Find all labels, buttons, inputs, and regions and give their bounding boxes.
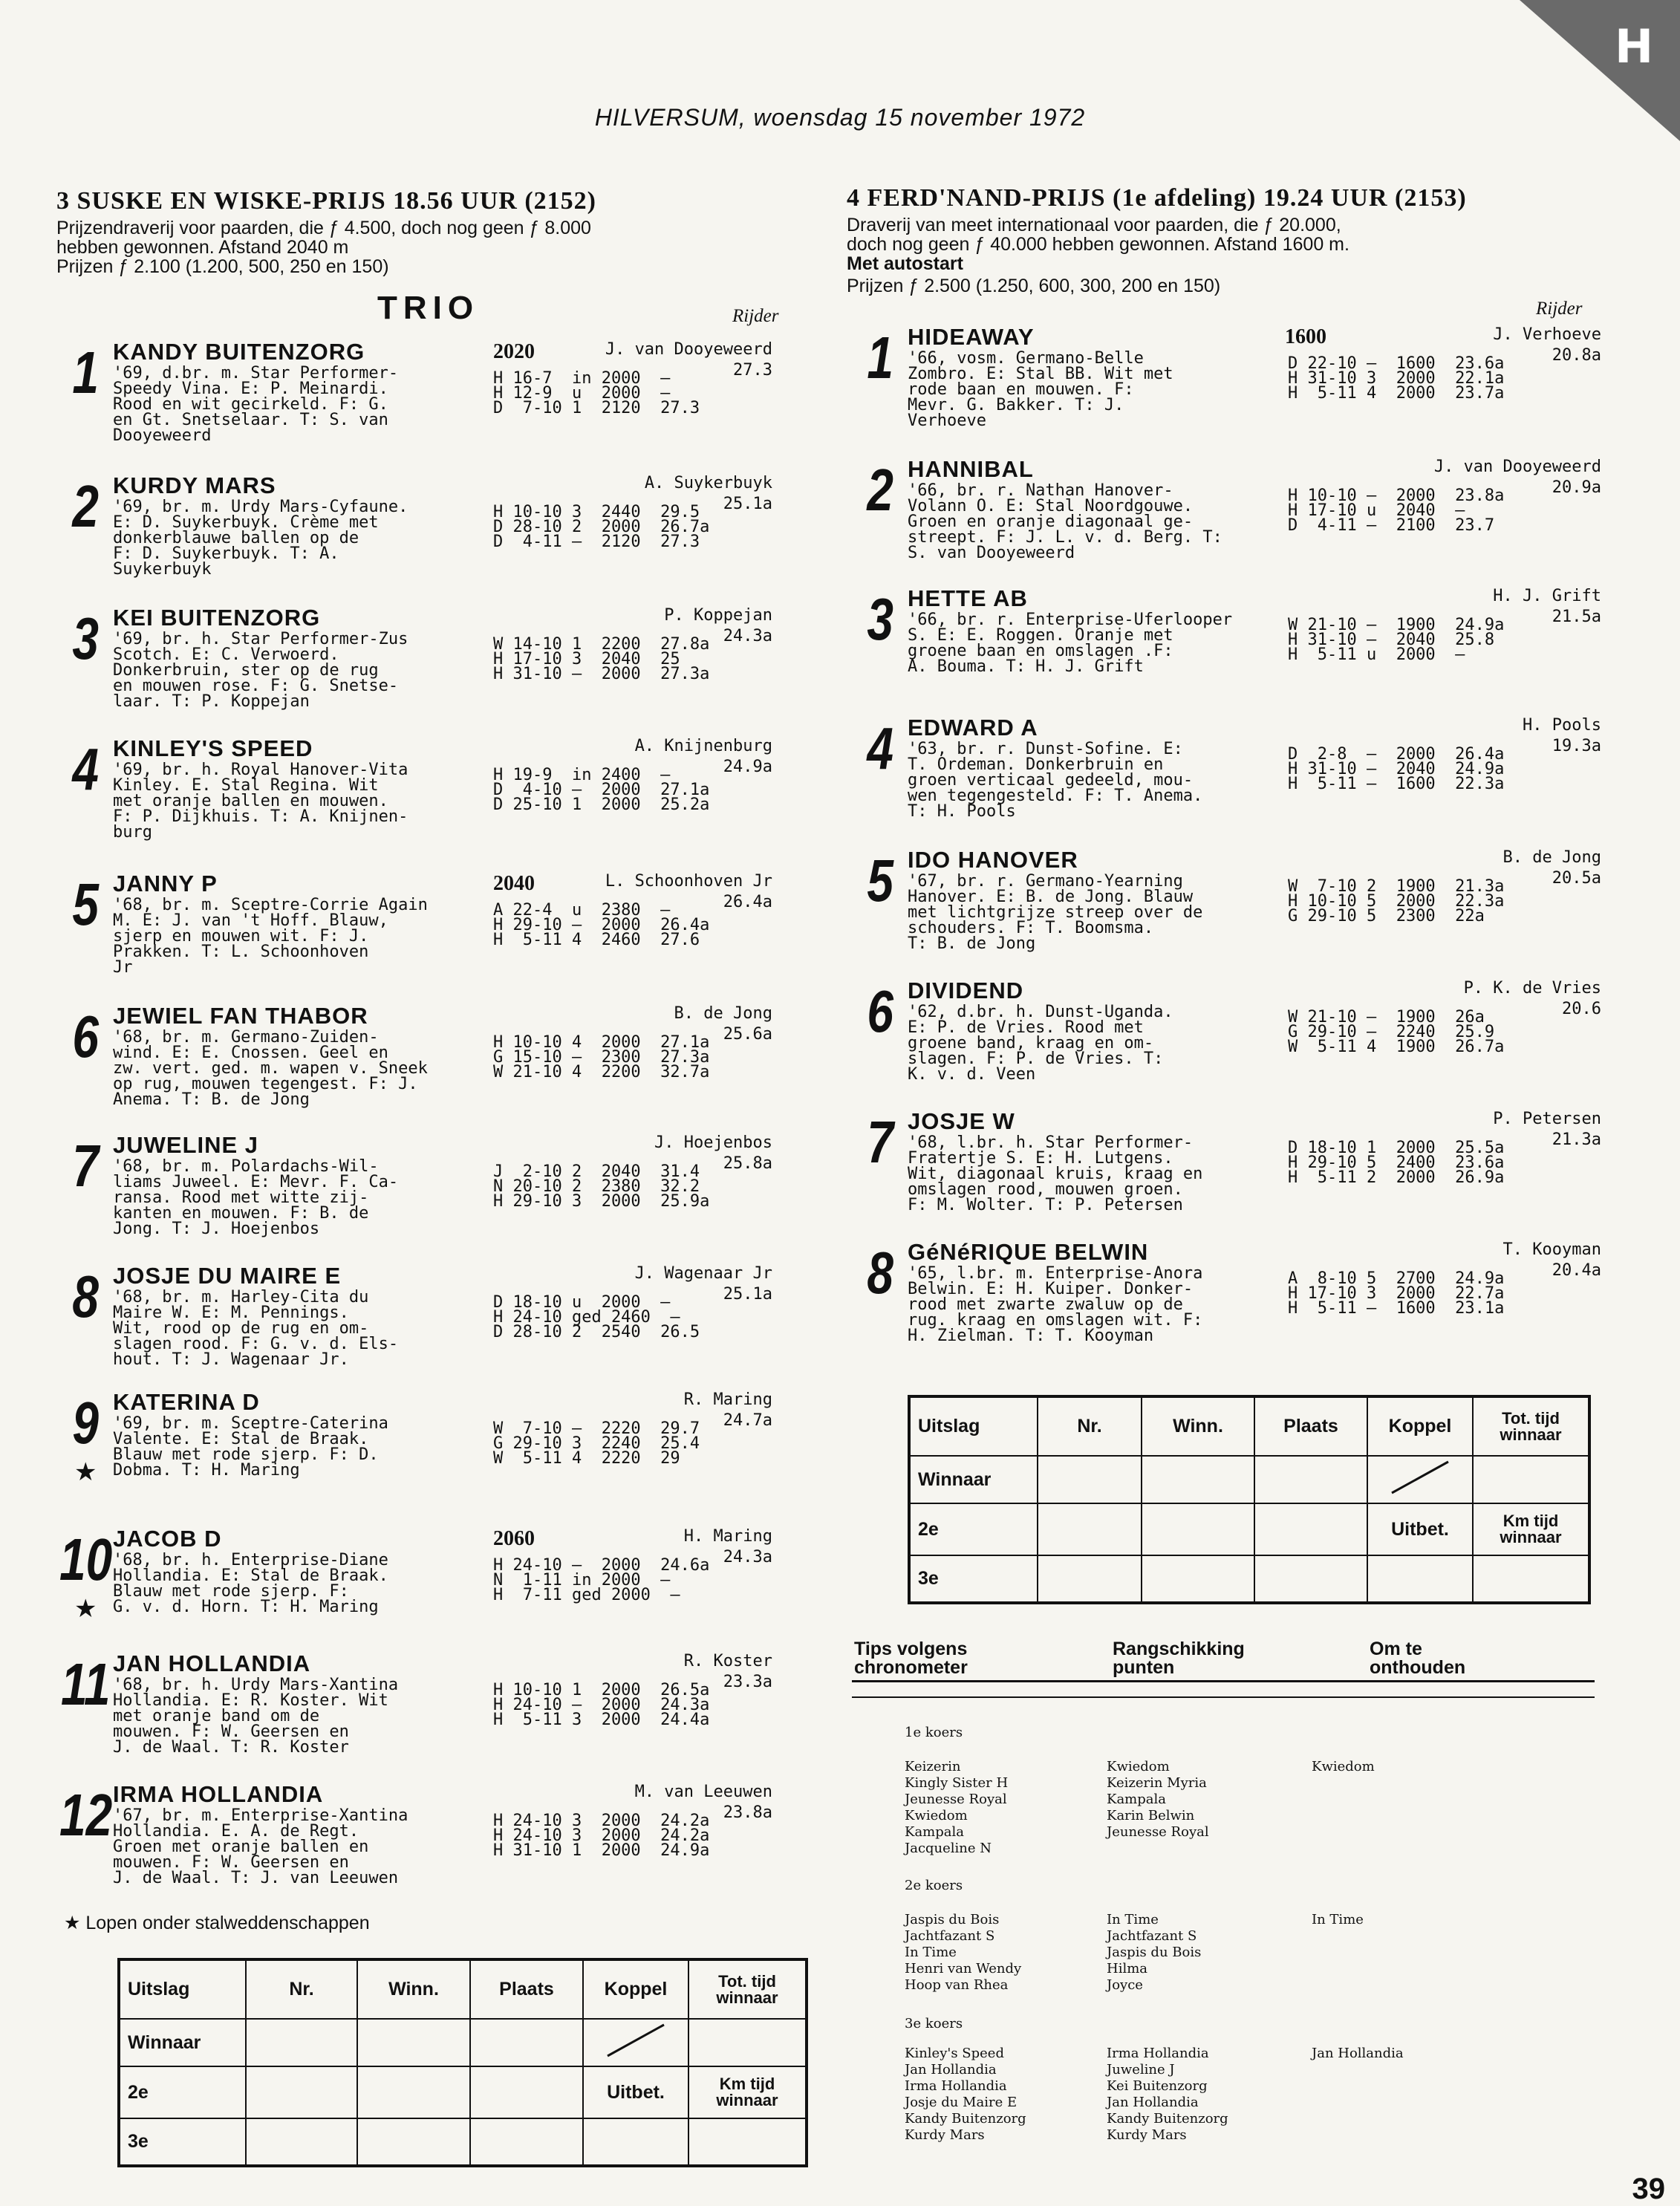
diagonal-slash-icon [1383,1459,1457,1496]
horse-description: '67, br. m. Enterprise-Xantina Hollandia. E. A. de Regt. Groen met oranje ballen en mouwen. F: W. Geersen en J. de Waal. T: J. van Leeuwen [113,1806,408,1887]
horse-entry [854,715,1601,845]
rider-name: P. K. de Vries [1463,979,1601,998]
horse-description: '68, br. m. Germano-Zuiden- wind. E: E. Cnossen. Geel en zw. vert. ged. m. wapen v. Sneek op rug, mouwen tegengest. F: J. Anema. T: B. de Jong [113,1028,428,1109]
start-number: 12 [59,1782,113,1848]
recent-results: W 21-10 — 1900 26a G 29-10 — 2240 25.9 W 5-11 4 1900 26.7a [1288,1008,1505,1056]
result-cell[interactable] [688,2019,807,2066]
result-cell[interactable] [1142,1555,1254,1603]
tips-divider [852,1680,1595,1682]
recent-results: J 2-10 2 2040 31.4 N 20-10 2 2380 32.2 H 29-10 3 2000 25.9a [493,1162,710,1211]
race-3-desc [56,218,829,276]
tips-divider [852,1696,1595,1698]
start-number: 1 [72,339,99,406]
tot-tijd-header: Tot. tijd winnaar [1473,1396,1589,1456]
rijder-heading: Rijder [732,306,779,326]
page-header: HILVERSUM, woensdag 15 november 1972 [594,104,1086,131]
winn-header: Winn. [1142,1396,1254,1456]
start-number: 5 [867,847,893,914]
tips-chronometer-heading: Tips volgens chronometer [854,1639,968,1678]
km-tijd-label: Km tijd winnaar [688,2066,807,2118]
horse-name: JAN HOLLANDIA [113,1650,311,1676]
koppel-slash [1367,1456,1473,1503]
race-4-title: 4 FERD'NAND-PRIJS (1e afdeling) 19.24 UUR (2153) [847,184,1467,212]
record-time: 23.8a [723,1803,772,1822]
record-time: 20.4a [1552,1261,1601,1280]
koppel-slash [583,2019,688,2066]
tips-list: In Time [1312,1912,1364,1927]
result-cell[interactable] [688,2118,807,2166]
horse-entry [59,735,772,869]
horse-description: '69, br. m. Sceptre-Caterina Valente. E: Stal de Braak. Blauw met rode sjerp. F: D. Dobma. T: H. Maring [113,1414,388,1480]
tips-list: Keizerin Kingly Sister H Jeunesse Royal Kwiedom Kampala Jacqueline N [905,1759,1009,1856]
tips-list: Irma Hollandia Juweline J Kei Buitenzorg Jan Hollandia Kandy Buitenzorg Kurdy Mars [1107,2046,1228,2143]
rider-name: J. van Dooyeweerd [605,340,772,359]
second-row-label: 2e [909,1503,1038,1555]
race-3-desc-line: Prijzendraverij voor paarden, die ƒ 4.500, doch nog geen ƒ 8.000 [56,218,591,238]
start-distance: 2020 [493,340,535,363]
horse-name: KEI BUITENZORG [113,605,321,631]
horse-description: '68, br. m. Polardachs-Wil- liams Juweel. E: Mevr. F. Ca- ransa. Rood met witte zij- kanten en mouwen. F: B. de Jong. T: J. Hoejenbos [113,1157,399,1238]
result-cell[interactable] [1142,1456,1254,1503]
horse-description: '62, d.br. h. Dunst-Uganda. E: P. de Vries. Rood met groene band, kraag en om- slagen. F: P. de Vries. T: K. v. d. Veen [908,1003,1173,1084]
horse-name: EDWARD A [908,715,1038,741]
star-icon: ★ [74,1594,97,1624]
koppel-header: Koppel [1367,1396,1473,1456]
horse-entry [59,1650,772,1780]
recent-results: D 18-10 u 2000 — H 24-10 ged 2460 — D 28-10 2 2540 26.5 [493,1293,700,1341]
uitbet-label: Uitbet. [1367,1503,1473,1555]
result-cell[interactable] [357,2118,470,2166]
koppel-header: Koppel [583,1959,688,2019]
uitslag-header: Uitslag [909,1396,1038,1456]
start-number: 2 [867,457,893,523]
result-cell[interactable] [1254,1503,1367,1555]
race-4-desc-line: doch nog geen ƒ 40.000 hebben gewonnen. Afstand 1600 m. [847,234,1349,255]
horse-entry [59,1263,772,1387]
horse-description: '68, br. m. Sceptre-Corrie Again M. E: J. van 't Hoff. Blauw, sjerp en mouwen wit. F: J. Prakken. T: L. Schoonhoven Jr [113,896,428,977]
result-cell[interactable] [357,2066,470,2118]
record-time: 21.5a [1552,608,1601,626]
result-cell[interactable] [1254,1456,1367,1503]
start-number: 11 [60,1651,111,1717]
record-time: 25.8a [723,1154,772,1173]
rider-name: J. Wagenaar Jr [634,1264,772,1283]
result-cell[interactable] [246,2019,357,2066]
result-cell[interactable] [470,2118,583,2166]
nr-header: Nr. [1038,1396,1142,1456]
result-cell[interactable] [246,2118,357,2166]
recent-results: D 18-10 1 2000 25.5a H 29-10 5 2400 23.6a H 5-11 2 2000 26.9a [1288,1139,1505,1187]
recent-results: W 7-10 2 1900 21.3a H 10-10 5 2000 22.3a G 29-10 5 2300 22a [1288,877,1505,925]
result-cell[interactable] [470,2019,583,2066]
uitbet-label: Uitbet. [583,2066,688,2118]
horse-entry [59,339,772,471]
recent-results: H 10-10 — 2000 23.8a H 17-10 u 2040 — D 4-11 — 2100 23.7 [1288,487,1505,535]
horse-description: '68, br. m. Harley-Cita du Maire W. E: M. Pennings. Wit, rood op de rug en om- slagen rood. F: G. v. d. Els- hout. T: J. Wagenaar Jr. [113,1288,399,1369]
recent-results: W 7-10 — 2220 29.7 G 29-10 3 2240 25.4 W 5-11 4 2220 29 [493,1419,700,1468]
winnaar-row-label: Winnaar [909,1456,1038,1503]
start-number: 2 [72,473,99,539]
recent-results: H 16-7 in 2000 — H 12-9 u 2000 — D 7-10 1 2120 27.3 [493,369,700,417]
horse-description: '69, br. h. Royal Hanover-Vita Kinley. E. Stal Regina. Wit met oranje ballen en mouwen. F: P. Dijkhuis. T: A. Knijnen- burg [113,761,408,842]
tips-list: In Time Jachtfazant S Jaspis du Bois Hilma Joyce [1107,1912,1202,1993]
km-tijd-label: Km tijd winnaar [1473,1503,1589,1555]
rijder-heading: Rijder [1536,299,1583,319]
horse-name: KANDY BUITENZORG [113,339,365,365]
result-cell[interactable] [470,2066,583,2118]
rider-name: H. Maring [683,1527,772,1546]
start-distance: 2060 [493,1527,535,1550]
rider-name: L. Schoonhoven Jr [605,872,772,891]
rider-name: J. Hoejenbos [654,1133,772,1152]
recent-results: D 22-10 — 1600 23.6a H 31-10 3 2000 22.1a H 5-11 4 2000 23.7a [1288,354,1505,403]
horse-name: IRMA HOLLANDIA [113,1781,324,1807]
trio-label: TRIO [377,290,480,326]
tips-remember-heading: Om te onthouden [1370,1639,1466,1678]
result-cell[interactable] [1038,1456,1142,1503]
horse-entry [59,1003,772,1130]
recent-results: H 24-10 3 2000 24.2a H 24-10 3 2000 24.2a H 31-10 1 2000 24.9a [493,1812,710,1860]
horse-description: '69, d.br. m. Star Performer- Speedy Vina. E: P. Meinardi. Rood en wit gecirkeld. F: G. en Gt. Snetselaar. T: S. van Dooyeweerd [113,364,399,445]
diagonal-slash-icon [599,2022,673,2059]
horse-description: '66, vosm. Germano-Belle Zombro. E: Stal BB. Wit met rode baan en mouwen. F: Mevr. G. Bakker. T: J. Verhoeve [908,349,1173,430]
recent-results: A 22-4 u 2380 — H 29-10 — 2000 26.4a H 5-11 4 2460 27.6 [493,901,710,949]
start-number: 6 [72,1003,99,1070]
horse-entry [59,1389,772,1523]
recent-results: H 10-10 4 2000 27.1a G 15-10 — 2300 27.3a W 21-10 4 2200 32.7a [493,1033,710,1081]
horse-name: JACOB D [113,1526,222,1552]
record-time: 24.9a [723,758,772,776]
horse-entry [59,605,772,734]
horse-name: DIVIDEND [908,977,1024,1003]
race-3-prizes: Prijzen ƒ 2.100 (1.200, 500, 250 en 150) [56,256,389,277]
rider-name: A. Knijnenburg [634,737,772,755]
recent-results: H 24-10 — 2000 24.6a N 1-11 in 2000 — H 7-11 ged 2000 — [493,1556,710,1604]
record-time: 27.3 [733,361,772,380]
recent-results: A 8-10 5 2700 24.9a H 17-10 3 2000 22.7a H 5-11 — 1600 23.1a [1288,1269,1505,1318]
rider-name: R. Maring [683,1390,772,1409]
start-number: 7 [867,1109,893,1175]
recent-results: H 10-10 1 2000 26.5a H 24-10 — 2000 24.3a H 5-11 3 2000 24.4a [493,1681,710,1729]
recent-results: H 10-10 3 2440 29.5 D 28-10 2 2000 26.7a D 4-11 — 2120 27.3 [493,503,710,551]
start-number: 4 [72,736,99,802]
horse-description: '69, br. h. Star Performer-Zus Scotch. E: C. Verwoerd. Donkerbruin, ster op de rug en mouwen rose. F: G. Snetse- laar. T: P. Koppejan [113,630,408,711]
horse-entry [854,847,1601,976]
result-cell[interactable] [1038,1503,1142,1555]
koers-label: 3e koers [905,2016,963,2031]
tips-list: Jaspis du Bois Jachtfazant S In Time Henri van Wendy Hoop van Rhea [905,1912,1022,1993]
start-distance: 1600 [1285,325,1326,348]
start-number: 8 [72,1263,99,1330]
horse-name: IDO HANOVER [908,847,1078,873]
horse-description: '68, l.br. h. Star Performer- Fratertje S. E: H. Lutgens. Wit, diagonaal kruis, kraag en omslagen rood, mouwen groen. F: M. Wolter. T: P. Petersen [908,1133,1203,1214]
horse-entry [854,456,1601,584]
horse-description: '68, br. h. Urdy Mars-Xantina Hollandia. E: R. Koster. Wit met oranje band om de mouwen. F: W. Geersen en J. de Waal. T: R. Koster [113,1676,399,1757]
race-4-prizes: Prijzen ƒ 2.500 (1.250, 600, 300, 200 en 150) [847,276,1221,296]
horse-description: '63, br. r. Dunst-Sofine. E: T. Ordeman. Donkerbruin en groen verticaal gedeeld, mou- wen tegengesteld. F: T. Anema. T: H. Pools [908,740,1203,821]
results-table-race-3 [117,1958,808,2167]
tips-list: Kwiedom Keizerin Myria Kampala Karin Belwin Jeunesse Royal [1107,1759,1209,1840]
record-time: 20.5a [1552,869,1601,888]
rider-name: R. Koster [683,1652,772,1670]
horse-entry [854,1108,1601,1237]
recent-results: D 2-8 — 2000 26.4a H 31-10 — 2040 24.9a H 5-11 — 1600 22.3a [1288,745,1505,793]
rider-name: P. Koppejan [664,606,772,625]
horse-entry [854,324,1601,455]
horse-name: JANNY P [113,871,218,897]
race-4-desc-line: Draverij van meet internationaal voor paarden, die ƒ 20.000, [847,215,1341,235]
tot-tijd-header: Tot. tijd winnaar [688,1959,807,2019]
result-cell[interactable] [246,2066,357,2118]
result-cell[interactable] [1473,1456,1589,1503]
recent-results: H 19-9 in 2400 — D 4-10 — 2000 27.1a D 25-10 1 2000 25.2a [493,766,710,814]
rider-name: T. Kooyman [1502,1240,1601,1259]
winn-header: Winn. [357,1959,470,2019]
race-4-autostart: Met autostart [847,253,963,274]
start-number: 5 [72,871,99,937]
rider-name: B. de Jong [1502,848,1601,867]
horse-name: KATERINA D [113,1389,260,1415]
start-number: 10 [59,1526,113,1592]
horse-description: '66, br. r. Nathan Hanover- Volann O. E: Stal Noordgouwe. Groen en oranje diagonaal ge- streept. F: J. L. v. d. Berg. T: S. van Dooyeweerd [908,481,1222,562]
record-time: 19.3a [1552,737,1601,755]
result-cell[interactable] [1142,1503,1254,1555]
result-cell[interactable] [1254,1555,1367,1603]
horse-name: JUWELINE J [113,1132,259,1158]
horse-name: GéNéRIQUE BELWIN [908,1239,1149,1265]
record-time: 24.3a [723,1548,772,1566]
horse-name: JOSJE DU MAIRE E [113,1263,342,1289]
recent-results: W 14-10 1 2200 27.8a H 17-10 3 2040 25 H 31-10 — 2000 27.3a [493,635,710,683]
results-table-race-4 [908,1395,1591,1604]
record-time: 20.8a [1552,346,1601,365]
record-time: 25.6a [723,1025,772,1044]
recent-results: W 21-10 — 1900 24.9a H 31-10 — 2040 25.8 H 5-11 u 2000 — [1288,616,1505,664]
horse-entry [854,977,1601,1107]
horse-entry [59,1526,772,1649]
section-letter: H [1615,19,1653,74]
rider-name: H. J. Grift [1493,587,1601,605]
race-3-title: 3 SUSKE EN WISKE-PRIJS 18.56 UUR (2152) [56,187,596,215]
race-3-desc-line: hebben gewonnen. Afstand 2040 m [56,237,349,258]
horse-description: '68, br. h. Enterprise-Diane Hollandia. E: Stal de Braak. Blauw met rode sjerp. F: G. v. d. Horn. T: H. Maring [113,1551,388,1616]
race-4-header [847,184,1604,296]
tips-list: Kwiedom [1312,1759,1375,1774]
horse-name: HANNIBAL [908,456,1034,482]
start-number: 4 [867,715,893,781]
plaats-header: Plaats [470,1959,583,2019]
horse-name: JEWIEL FAN THABOR [113,1003,368,1029]
horse-entry [854,585,1601,713]
horse-description: '69, br. m. Urdy Mars-Cyfaune. E: D. Suykerbuyk. Crème met donkerblauwe ballen op de F: D. Suykerbuyk. T: A. Suykerbuyk [113,498,408,579]
start-number: 6 [867,978,893,1044]
tips-list: Kinley's Speed Jan Hollandia Irma Hollandia Josje du Maire E Kandy Buitenzorg Kurdy Mars [905,2046,1026,2143]
start-number: 1 [867,325,893,391]
start-number: 8 [867,1240,893,1306]
rider-name: A. Suykerbuyk [644,474,772,492]
horse-entry [854,1239,1601,1373]
horse-name: HETTE AB [908,585,1028,611]
record-time: 25.1a [723,495,772,513]
tips-points-heading: Rangschikking punten [1113,1639,1245,1678]
horse-name: HIDEAWAY [908,324,1035,350]
result-cell[interactable] [1473,1555,1589,1603]
rider-name: J. Verhoeve [1493,325,1601,344]
stable-bet-legend: ★ Lopen onder stalweddenschappen [64,1913,370,1933]
result-cell[interactable] [357,2019,470,2066]
horse-description: '65, l.br. m. Enterprise-Anora Belwin. E: H. Kuiper. Donker- rood met zwarte zwaluw op de rug. kraag en omslagen wit. F: H. Zielman. T: T. Kooyman [908,1264,1203,1345]
race-3-header [56,187,829,276]
second-row-label: 2e [119,2066,246,2118]
record-time: 26.4a [723,893,772,911]
star-icon: ★ [74,1457,97,1487]
rider-name: H. Pools [1523,716,1601,735]
third-row-label: 3e [119,2118,246,2166]
result-cell[interactable] [583,2118,688,2166]
rider-name: P. Petersen [1493,1110,1601,1128]
start-distance: 2040 [493,872,535,895]
koers-label: 1e koers [905,1725,963,1740]
horse-entry [59,1132,772,1261]
rider-name: J. van Dooyeweerd [1433,458,1601,476]
record-time: 24.3a [723,627,772,645]
uitslag-header: Uitslag [119,1959,246,2019]
horse-name: KURDY MARS [113,472,276,498]
tips-list: Jan Hollandia [1312,2046,1404,2061]
record-time: 20.9a [1552,478,1601,497]
start-number: 9 [72,1390,99,1456]
race-4-desc [847,215,1604,296]
record-time: 20.6 [1562,1000,1601,1018]
page-number: 39 [1632,2173,1665,2205]
start-number: 3 [72,605,99,671]
record-time: 25.1a [723,1285,772,1304]
start-number: 3 [867,586,893,652]
start-number: 7 [72,1133,99,1199]
rider-name: M. van Leeuwen [634,1783,772,1801]
record-time: 21.3a [1552,1130,1601,1149]
horse-entry [59,472,772,603]
winnaar-row-label: Winnaar [119,2019,246,2066]
result-cell[interactable] [1367,1555,1473,1603]
result-cell[interactable] [1038,1555,1142,1603]
plaats-header: Plaats [1254,1396,1367,1456]
record-time: 23.3a [723,1673,772,1691]
third-row-label: 3e [909,1555,1038,1603]
horse-entry [59,1781,772,1907]
horse-description: '67, br. r. Germano-Yearning Hanover. E: B. de Jong. Blauw met lichtgrijze streep over de schouders. F: T. Boomsma. T: B. de Jong [908,872,1203,953]
horse-name: JOSJE W [908,1108,1015,1134]
nr-header: Nr. [246,1959,357,2019]
horse-name: KINLEY'S SPEED [113,735,313,761]
horse-entry [59,871,772,1001]
record-time: 24.7a [723,1411,772,1430]
koers-label: 2e koers [905,1878,963,1893]
horse-description: '66, br. r. Enterprise-Uferlooper S. E: E. Roggen. Oranje met groene baan en omslagen .F: A. Bouma. T: H. J. Grift [908,611,1233,676]
rider-name: B. de Jong [674,1004,772,1023]
